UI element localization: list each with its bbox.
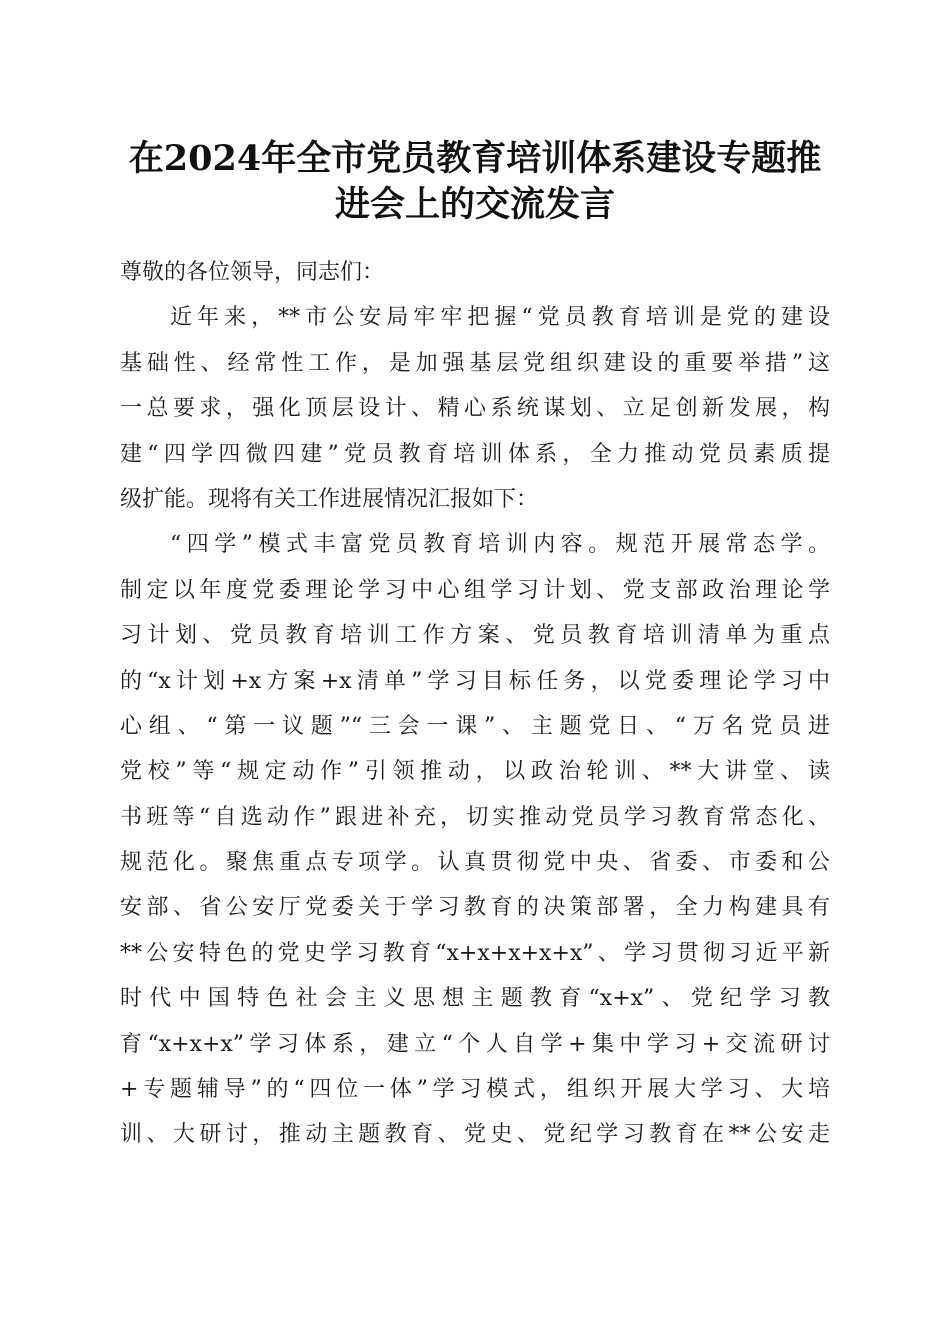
- paragraph-2-line: 的“x计划+x方案+x清单”学习目标任务，以党委理论学习中: [120, 668, 830, 694]
- paragraph-2-line: **公安特色的党史学习教育“x+x+x+x+x”、学习贯彻习近平新: [120, 940, 830, 966]
- title-line-2: 进会上的交流发言: [334, 184, 615, 225]
- paragraph-2-line: 制定以年度党委理论学习中心组学习计划、党支部政治理论学: [120, 577, 830, 603]
- paragraph-2-line: “四学”模式丰富党员教育培训内容。规范开展常态学。: [170, 532, 830, 558]
- paragraph-1-line: 一总要求，强化顶层设计、精心系统谋划、立足创新发展，构: [120, 396, 830, 422]
- paragraph-2-line: 时代中国特色社会主义思想主题教育“x+x”、党纪学习教: [120, 986, 830, 1012]
- paragraph-2-line: 习计划、党员教育培训工作方案、党员教育培训清单为重点: [120, 623, 830, 649]
- document-body: [120, 250, 830, 1158]
- paragraph-2-line: +专题辅导”的“四位一体”学习模式，组织开展大学习、大培: [120, 1077, 830, 1103]
- paragraph-2-line: 训、大研讨，推动主题教育、党史、党纪学习教育在**公安走: [120, 1122, 830, 1148]
- paragraph-1-line: 级扩能。现将有关工作进展情况汇报如下：: [120, 486, 539, 512]
- title-line-1: 在2024年全市党员教育培训体系建设专题推: [128, 138, 822, 179]
- salutation: 尊敬的各位领导，同志们：: [120, 260, 385, 285]
- document-title: [100, 136, 850, 228]
- paragraph-2-line: 党校”等“规定动作”引领推动，以政治轮训、**大讲堂、读: [120, 759, 830, 785]
- paragraph-2-line: 心组、“第一议题”“三会一课”、主题党日、“万名党员进: [120, 713, 830, 739]
- paragraph-1-line: 近年来，**市公安局牢牢把握“党员教育培训是党的建设: [170, 305, 830, 331]
- paragraph-2-line: 育“x+x+x”学习体系，建立“个人自学+集中学习+交流研讨: [120, 1031, 830, 1057]
- paragraph-2-line: 安部、省公安厅党委关于学习教育的决策部署，全力构建具有: [120, 895, 830, 921]
- paragraph-1-line: 基础性、经常性工作，是加强基层党组织建设的重要举措”这: [120, 350, 830, 376]
- paragraph-2-line: 规范化。聚焦重点专项学。认真贯彻党中央、省委、市委和公: [120, 850, 830, 876]
- paragraph-1-line: 建“四学四微四建”党员教育培训体系，全力推动党员素质提: [120, 441, 830, 467]
- paragraph-2-line: 书班等“自选动作”跟进补充，切实推动党员学习教育常态化、: [120, 804, 830, 830]
